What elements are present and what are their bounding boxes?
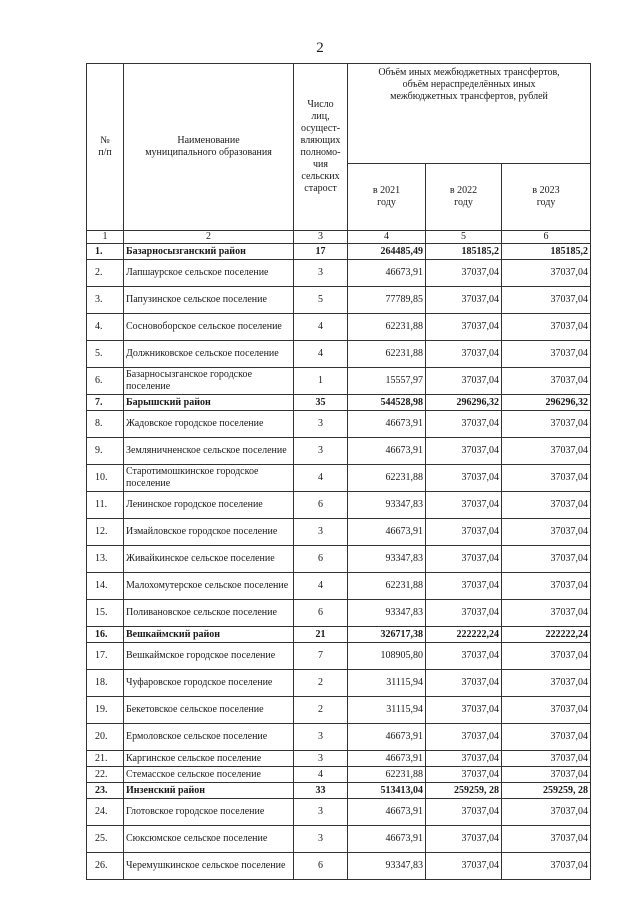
municipality-name: Лапшаурское сельское поселение: [124, 260, 294, 287]
table-row: [87, 573, 591, 600]
starosta-count: 4: [294, 573, 348, 600]
amount-2022: 37037,04: [426, 368, 502, 395]
amount-2023: 37037,04: [502, 573, 591, 600]
table-row: [87, 643, 591, 670]
row-number: 8.: [87, 411, 124, 438]
row-number: 15.: [87, 600, 124, 627]
starosta-count: 3: [294, 826, 348, 853]
starosta-count: 3: [294, 519, 348, 546]
starosta-count: 4: [294, 314, 348, 341]
municipality-name: Барышский район: [124, 395, 294, 411]
amount-2022: 37037,04: [426, 260, 502, 287]
page-number: 2: [316, 40, 324, 56]
amount-2023: 37037,04: [502, 751, 591, 767]
amount-2023: 37037,04: [502, 287, 591, 314]
amount-2021: 264485,49: [348, 244, 426, 260]
table-row: [87, 826, 591, 853]
amount-2022: 37037,04: [426, 670, 502, 697]
row-number: 2.: [87, 260, 124, 287]
row-number: 13.: [87, 546, 124, 573]
starosta-count: 7: [294, 643, 348, 670]
starosta-count: 35: [294, 395, 348, 411]
table-row: [87, 368, 591, 395]
amount-2023: 37037,04: [502, 643, 591, 670]
municipality-name: Вешкаймский район: [124, 627, 294, 643]
amount-2022: 37037,04: [426, 519, 502, 546]
table-row: [87, 546, 591, 573]
amount-2023: 37037,04: [502, 826, 591, 853]
amount-2023: 37037,04: [502, 492, 591, 519]
amount-2023: 37037,04: [502, 341, 591, 368]
amount-2021: 544528,98: [348, 395, 426, 411]
table-row: [87, 260, 591, 287]
municipality-name: Земляничненское сельское поселение: [124, 438, 294, 465]
amount-2023: 37037,04: [502, 314, 591, 341]
row-number: 4.: [87, 314, 124, 341]
amount-2023: 185185,2: [502, 244, 591, 260]
table-body: [87, 231, 591, 880]
amount-2022: 37037,04: [426, 411, 502, 438]
municipality-name: Ленинское городское поселение: [124, 492, 294, 519]
amount-2022: 37037,04: [426, 492, 502, 519]
index-cell: 3: [294, 231, 348, 244]
table-row: [87, 853, 591, 880]
row-number: 5.: [87, 341, 124, 368]
header-2021: в 2021 году: [348, 164, 426, 231]
table-row: [87, 767, 591, 783]
municipality-name: Живайкинское сельское поселение: [124, 546, 294, 573]
row-number: 18.: [87, 670, 124, 697]
amount-2021: 62231,88: [348, 314, 426, 341]
table-row: [87, 724, 591, 751]
starosta-count: 3: [294, 799, 348, 826]
starosta-count: 6: [294, 600, 348, 627]
row-number: 3.: [87, 287, 124, 314]
row-number: 22.: [87, 767, 124, 783]
municipality-name: Каргинское сельское поселение: [124, 751, 294, 767]
amount-2022: 37037,04: [426, 465, 502, 492]
amount-2022: 37037,04: [426, 600, 502, 627]
amount-2021: 93347,83: [348, 600, 426, 627]
amount-2023: 37037,04: [502, 600, 591, 627]
municipality-name: Базарносызганское городское поселение: [124, 368, 294, 395]
table-row: [87, 799, 591, 826]
amount-2021: 62231,88: [348, 767, 426, 783]
municipality-name: Вешкаймское городское поселение: [124, 643, 294, 670]
starosta-count: 21: [294, 627, 348, 643]
row-number: 20.: [87, 724, 124, 751]
index-cell: 6: [502, 231, 591, 244]
table-row: [87, 600, 591, 627]
index-cell: 5: [426, 231, 502, 244]
municipality-name: Должниковское сельское поселение: [124, 341, 294, 368]
table-row: [87, 519, 591, 546]
starosta-count: 17: [294, 244, 348, 260]
district-row: [87, 244, 591, 260]
header-volume-text: Объём иных межбюджетных трансфертов, объём нераспределённых иных межбюджетных трансфертов, рублей: [378, 67, 560, 102]
amount-2021: 46673,91: [348, 724, 426, 751]
header-num: № п/п: [87, 64, 124, 231]
index-cell: 1: [87, 231, 124, 244]
amount-2022: 37037,04: [426, 573, 502, 600]
amount-2023: 37037,04: [502, 853, 591, 880]
amount-2022: 37037,04: [426, 853, 502, 880]
starosta-count: 4: [294, 465, 348, 492]
amount-2023: 37037,04: [502, 260, 591, 287]
table-row: [87, 438, 591, 465]
amount-2021: 31115,94: [348, 670, 426, 697]
starosta-count: 6: [294, 492, 348, 519]
amount-2022: 37037,04: [426, 546, 502, 573]
row-number: 25.: [87, 826, 124, 853]
amount-2022: 37037,04: [426, 438, 502, 465]
municipality-name: Стемасское сельское поселение: [124, 767, 294, 783]
amount-2023: 259259, 28: [502, 783, 591, 799]
amount-2023: 37037,04: [502, 799, 591, 826]
amount-2021: 62231,88: [348, 573, 426, 600]
row-number: 16.: [87, 627, 124, 643]
starosta-count: 6: [294, 853, 348, 880]
starosta-count: 6: [294, 546, 348, 573]
amount-2023: 37037,04: [502, 438, 591, 465]
transfers-table: [86, 63, 591, 880]
amount-2023: 37037,04: [502, 368, 591, 395]
starosta-count: 33: [294, 783, 348, 799]
municipality-name: Чуфаровское городское поселение: [124, 670, 294, 697]
municipality-name: Инзенский район: [124, 783, 294, 799]
amount-2023: 37037,04: [502, 670, 591, 697]
amount-2021: 46673,91: [348, 260, 426, 287]
amount-2022: 37037,04: [426, 751, 502, 767]
header-count: Число лиц, осущест- вляющих полномо- чия сельских старост: [294, 64, 348, 231]
row-number: 19.: [87, 697, 124, 724]
header-name: Наименование муниципального образования: [124, 64, 294, 231]
starosta-count: 2: [294, 697, 348, 724]
amount-2021: 62231,88: [348, 341, 426, 368]
amount-2021: 46673,91: [348, 826, 426, 853]
amount-2022: 37037,04: [426, 697, 502, 724]
table-row: [87, 465, 591, 492]
amount-2021: 326717,38: [348, 627, 426, 643]
table-row: [87, 411, 591, 438]
index-cell: 4: [348, 231, 426, 244]
municipality-name: Измайловское городское поселение: [124, 519, 294, 546]
amount-2021: 77789,85: [348, 287, 426, 314]
row-number: 11.: [87, 492, 124, 519]
starosta-count: 3: [294, 438, 348, 465]
municipality-name: Бекетовское сельское поселение: [124, 697, 294, 724]
starosta-count: 1: [294, 368, 348, 395]
amount-2022: 259259, 28: [426, 783, 502, 799]
amount-2021: 46673,91: [348, 799, 426, 826]
amount-2022: 37037,04: [426, 826, 502, 853]
amount-2023: 296296,32: [502, 395, 591, 411]
amount-2022: 37037,04: [426, 341, 502, 368]
amount-2022: 37037,04: [426, 767, 502, 783]
district-row: [87, 783, 591, 799]
amount-2022: 296296,32: [426, 395, 502, 411]
row-number: 1.: [87, 244, 124, 260]
amount-2021: 93347,83: [348, 492, 426, 519]
table-row: [87, 751, 591, 767]
amount-2021: 46673,91: [348, 411, 426, 438]
municipality-name: Черемушкинское сельское поселение: [124, 853, 294, 880]
amount-2023: 37037,04: [502, 546, 591, 573]
row-number: 21.: [87, 751, 124, 767]
amount-2023: 37037,04: [502, 411, 591, 438]
amount-2023: 37037,04: [502, 697, 591, 724]
row-number: 26.: [87, 853, 124, 880]
municipality-name: Жадовское городское поселение: [124, 411, 294, 438]
amount-2022: 37037,04: [426, 287, 502, 314]
amount-2023: 37037,04: [502, 767, 591, 783]
amount-2021: 46673,91: [348, 751, 426, 767]
amount-2022: 37037,04: [426, 314, 502, 341]
amount-2023: 222222,24: [502, 627, 591, 643]
municipality-name: Глотовское городское поселение: [124, 799, 294, 826]
starosta-count: 3: [294, 411, 348, 438]
municipality-name: Старотимошкинское городское поселение: [124, 465, 294, 492]
amount-2023: 37037,04: [502, 519, 591, 546]
municipality-name: Ермоловское сельское поселение: [124, 724, 294, 751]
header-2023: в 2023 году: [502, 164, 591, 231]
row-number: 6.: [87, 368, 124, 395]
table-row: [87, 492, 591, 519]
district-row: [87, 627, 591, 643]
amount-2021: 93347,83: [348, 853, 426, 880]
municipality-name: Сосновоборское сельское поселение: [124, 314, 294, 341]
amount-2023: 37037,04: [502, 724, 591, 751]
amount-2021: 93347,83: [348, 546, 426, 573]
district-row: [87, 395, 591, 411]
row-number: 17.: [87, 643, 124, 670]
municipality-name: Поливановское сельское поселение: [124, 600, 294, 627]
table-row: [87, 287, 591, 314]
row-number: 24.: [87, 799, 124, 826]
municipality-name: Базарносызганский район: [124, 244, 294, 260]
starosta-count: 5: [294, 287, 348, 314]
amount-2021: 513413,04: [348, 783, 426, 799]
table-row: [87, 341, 591, 368]
table-row: [87, 670, 591, 697]
amount-2022: 185185,2: [426, 244, 502, 260]
amount-2022: 37037,04: [426, 799, 502, 826]
table-row: [87, 314, 591, 341]
starosta-count: 3: [294, 724, 348, 751]
amount-2021: 62231,88: [348, 465, 426, 492]
municipality-name: Малохомутерское сельское поселение: [124, 573, 294, 600]
municipality-name: Папузинское сельское поселение: [124, 287, 294, 314]
amount-2021: 46673,91: [348, 519, 426, 546]
starosta-count: 4: [294, 767, 348, 783]
amount-2021: 108905,80: [348, 643, 426, 670]
row-number: 7.: [87, 395, 124, 411]
amount-2023: 37037,04: [502, 465, 591, 492]
header-2022: в 2022 году: [426, 164, 502, 231]
index-cell: 2: [124, 231, 294, 244]
row-number: 12.: [87, 519, 124, 546]
starosta-count: 4: [294, 341, 348, 368]
starosta-count: 3: [294, 260, 348, 287]
starosta-count: 3: [294, 751, 348, 767]
index-row: [87, 231, 591, 244]
header-volume: [348, 64, 591, 164]
amount-2021: 31115,94: [348, 697, 426, 724]
amount-2021: 46673,91: [348, 438, 426, 465]
municipality-name: Сюксюмское сельское поселение: [124, 826, 294, 853]
amount-2022: 37037,04: [426, 643, 502, 670]
row-number: 23.: [87, 783, 124, 799]
table-row: [87, 697, 591, 724]
amount-2022: 37037,04: [426, 724, 502, 751]
row-number: 9.: [87, 438, 124, 465]
row-number: 14.: [87, 573, 124, 600]
starosta-count: 2: [294, 670, 348, 697]
amount-2022: 222222,24: [426, 627, 502, 643]
row-number: 10.: [87, 465, 124, 492]
amount-2021: 15557,97: [348, 368, 426, 395]
